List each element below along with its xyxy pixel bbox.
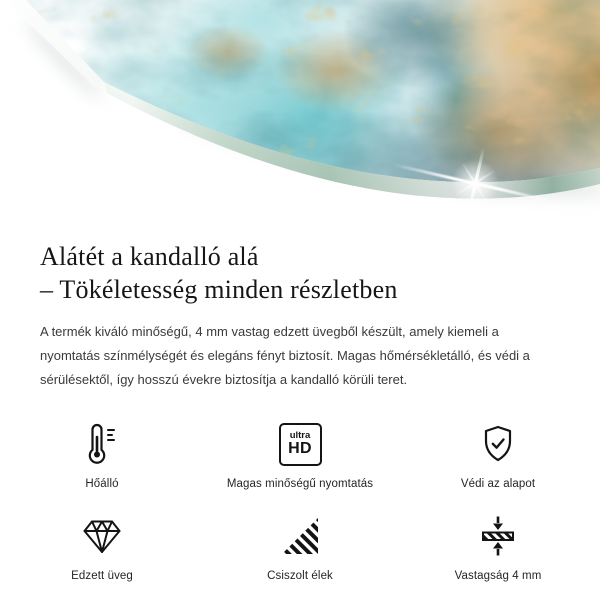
feature-tempered-glass [14,513,190,582]
feature-heat-resistant [14,421,190,490]
feature-label: Védi az alapot [460,478,536,490]
product-description-section [0,236,600,582]
ultra-hd-icon [279,421,322,467]
diamond-icon [80,513,124,559]
description-paragraph: A termék kiváló minőségű, 4 mm vastag edzett üvegből készült, amely kiemeli a nyomtatás színmélységét és elegáns fényt biztosít. Magas hőmérsékletálló, és védi a sérülésektől, így hosszú évekre biztosítja a kandalló körüli teret. [40,324,530,387]
thickness-icon [476,513,520,559]
glass-panel-face [0,0,600,236]
ultra-hd-text-bottom: HD [288,440,312,458]
thermometer-icon [80,421,124,467]
features-grid [0,421,600,582]
feature-label: Edzett üveg [71,570,133,582]
feature-label: Magas minőségű nyomtatás [226,478,374,490]
page-title-line-2: – Tökéletesség minden részletben [40,275,398,304]
page-title [40,240,560,306]
feature-print-quality [190,421,410,490]
page-title-line-1: Alátét a kandalló alá [40,242,259,271]
feature-thickness [410,513,586,582]
shield-check-icon [476,421,520,467]
feature-label: Hőálló [85,478,119,490]
feature-protects-base [410,421,586,490]
feature-label: Vastagság 4 mm [454,570,542,582]
ultra-hd-text-top: ultra [289,429,311,441]
feature-polished-edges [190,513,410,582]
gold-vein-texture [0,0,600,236]
product-photo [0,0,600,236]
polished-edges-icon [278,513,322,559]
feature-label: Csiszolt élek [267,570,333,582]
